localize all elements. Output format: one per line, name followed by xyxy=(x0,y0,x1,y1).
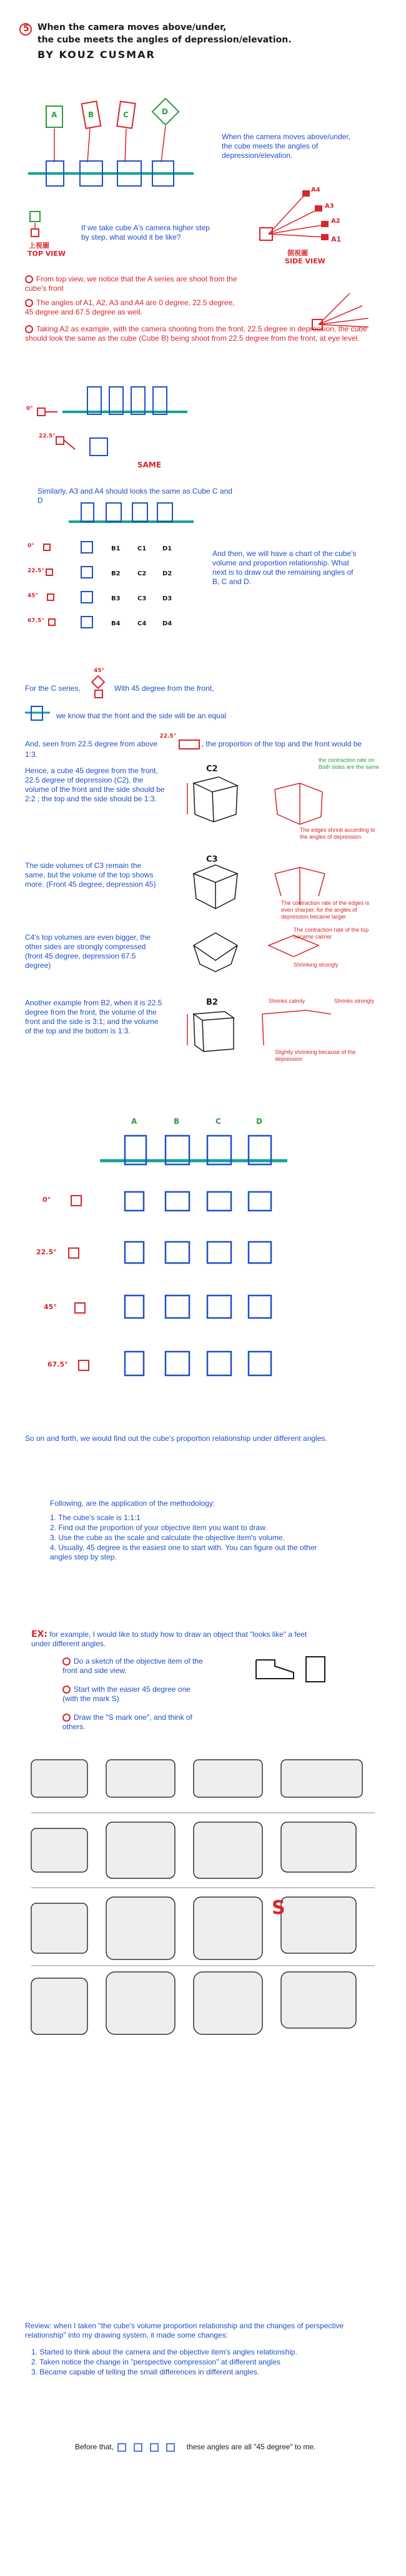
grid2-conclusion: So on and forth, we would find out the cube's proportion relationship under different angles. xyxy=(25,1434,327,1443)
same-cubes-drawing xyxy=(25,368,212,474)
b2-label: B2 xyxy=(206,998,218,1007)
side-view-cn-label: 側視圖 xyxy=(287,249,308,257)
c-series-angle2: 22.5° xyxy=(159,733,177,740)
para-c4: C4's top volumes are even bigger, the other sides are strongly compressed (front 45 degree, depression 67.5 degree) xyxy=(25,933,151,970)
b2-note2: Shrinks strongly xyxy=(334,998,375,1004)
side-view-drawing xyxy=(250,187,344,271)
intro-side-text: When the camera moves above/under, the cube meets the angles of depression/elevation. xyxy=(222,132,351,160)
final-line: Before that, these angles are all "45 degree" to me. xyxy=(75,2441,315,2454)
cell-b1: B1 xyxy=(111,545,121,552)
example-bullet-3: Draw the "S mark one", and think of others. xyxy=(62,1713,192,1731)
example-bullet-1: Do a sketch of the objective item of the front and side view. xyxy=(62,1657,203,1675)
grid1-angle-67: 67.5° xyxy=(27,618,44,624)
top-view-cn-label: 上視圖 xyxy=(29,242,49,250)
angle-22-label: 22.5° xyxy=(39,433,56,439)
c3-note: The contraction rate of the edges is even sharper, for the angles of depression became larger xyxy=(281,900,370,920)
header xyxy=(0,0,406,69)
grid2-col-d: D xyxy=(256,1117,262,1126)
grid2-angle-45: 45° xyxy=(44,1303,57,1311)
c2-label: C2 xyxy=(206,764,218,774)
intro-question: If we take cube A's camera higher step by step, what would it be like? xyxy=(81,223,210,242)
review-point-3: 3. Became capable of telling the small differences in different angles. xyxy=(31,2368,260,2376)
series-a3: A3 xyxy=(325,203,334,210)
para-c3: The side volumes of C3 remain the same, but the volume of the top shows more. (Front 45 degree, depression 45) xyxy=(25,861,156,889)
method-step-4: 4. Usually, 45 degree is the easiest one to start with. You can figure out the other angles step by step. xyxy=(50,1543,317,1561)
grid1-chart xyxy=(25,499,206,655)
c-series-text1: With 45 degree from the front, xyxy=(114,684,214,693)
grid2-angle-0: 0° xyxy=(42,1196,51,1204)
same-diagram xyxy=(25,368,212,474)
cell-c3: C3 xyxy=(137,595,147,602)
top-view-drawing xyxy=(25,209,75,265)
method-step-3: 3. Use the cube as the scale and calculate the objective item's volume. xyxy=(50,1533,285,1542)
cube-label-a: A xyxy=(51,110,57,119)
para-similarly: Similarly, A3 and A4 should looks the same as Cube C and D xyxy=(37,487,232,505)
intro-diagram xyxy=(25,94,212,203)
series-a4: A4 xyxy=(311,187,320,193)
grid1-angle-22: 22.5° xyxy=(27,568,44,574)
b2-note1: Shrinks calmly xyxy=(269,998,305,1004)
grid2-col-a: A xyxy=(131,1117,137,1126)
c4-diagram xyxy=(181,927,381,989)
cell-c2: C2 xyxy=(137,570,147,577)
c-series-camera-icon xyxy=(87,675,112,700)
cell-d3: D3 xyxy=(162,595,172,602)
c4-note: The contraction rate of the top became calmer xyxy=(294,927,369,940)
review-point-1: 1. Started to think about the camera and the objective item's angles relationship. xyxy=(31,2348,297,2356)
same-label: SAME xyxy=(137,461,162,469)
para-b2: Another example from B2, when it is 22.5 degree from the front, the volume of the front and the side is 3:1; and the volume of the top and the bottom is 1:3. xyxy=(25,998,162,1035)
para-angles: The angles of A1, A2, A3 and A4 are 0 degree, 22.5 degree, 45 degree and 67.5 degree as well. xyxy=(25,298,235,316)
byline: BY KOUZ CUSMAR xyxy=(37,49,156,61)
ex-label: EX: xyxy=(31,1629,47,1639)
grid2-col-b: B xyxy=(174,1117,180,1126)
s-mark: S xyxy=(272,1897,285,1919)
page-title-line2: the cube meets the angles of depression/elevation. xyxy=(37,35,292,45)
cube-label-d: D xyxy=(162,107,168,116)
cell-b3: B3 xyxy=(111,595,121,602)
cube-label-c: C xyxy=(123,110,129,119)
c-series-text2: we know that the front and the side will be an equal xyxy=(56,711,227,720)
example-bullet-2: Start with the easier 45 degree one (with the mark S) xyxy=(62,1685,191,1703)
c2-diagram xyxy=(181,757,381,846)
cell-d1: D1 xyxy=(162,545,172,552)
cube-label-b: B xyxy=(88,110,94,119)
c2-note-shrink: The edges shrink according to the angles of depression xyxy=(300,827,375,840)
para-hence: Hence, a cube 45 degree from the front, 22.5 degree of depression (C2), the volume of the front and the side should be 2:2 ; the top and the side should be 1:3. xyxy=(25,766,165,803)
series-a1: A1 xyxy=(331,235,342,243)
cell-d2: D2 xyxy=(162,570,172,577)
c3-diagram xyxy=(181,855,381,924)
c-series-intro: For the C series, xyxy=(25,684,81,693)
equal-sides-icon xyxy=(25,704,50,729)
cell-d4: D4 xyxy=(162,620,172,627)
cell-b2: B2 xyxy=(111,570,121,577)
feet-drawings xyxy=(25,1747,381,2041)
example-intro: EX: for example, I would like to study how to draw an object that "looks like" a feet under different angles. xyxy=(31,1629,307,1648)
foot-sketch-icon xyxy=(250,1647,337,1691)
grid2-angle-22: 22.5° xyxy=(36,1248,57,1256)
para-chart: And then, we will have a chart of the cube's volume and proportion relationship. What next is to draw out the remaining angles of B, C and D. xyxy=(212,549,357,586)
b2-diagram xyxy=(181,995,381,1070)
grid2-drawing xyxy=(25,1105,381,1429)
cell-b4: B4 xyxy=(111,620,121,627)
cell-c4: C4 xyxy=(137,620,147,627)
grid2-col-c: C xyxy=(215,1117,221,1126)
c4-note2: Shrinking strongly xyxy=(294,962,339,968)
section-number: 5 xyxy=(23,24,29,34)
grid2-angle-67: 67.5° xyxy=(47,1360,68,1368)
feet-sketch-grid xyxy=(25,1747,381,2041)
review-text: Review: when I taken "the cube's volume proportion relationship and the changes of perspective relationship" into my drawing system, it made some changes: xyxy=(25,2321,344,2339)
angle-0-label: 0° xyxy=(26,406,33,412)
grid2-chart xyxy=(25,1105,381,1429)
para-top-view: From top view, we notice that the A series are shoot from the cube's front xyxy=(25,275,237,293)
b2-note3: Slightly shrinking because of the depression xyxy=(275,1049,356,1062)
page-title-line1: When the camera moves above/under, xyxy=(37,22,227,32)
small-cubes-icon xyxy=(116,2441,184,2454)
series-a2: A2 xyxy=(331,218,340,225)
c-series-angle: 45° xyxy=(94,668,105,674)
c2-note-contraction: the contraction rate on Both sides are the same xyxy=(319,757,380,770)
grid1-angle-45: 45° xyxy=(27,593,39,599)
method-intro: Following, are the application of the methodology: xyxy=(50,1499,215,1508)
c-series-text3: And, seen from 22.5 degree from above $^{22.5^\circ}$ , the proportion of the top and the front would be 1:3. xyxy=(25,733,362,759)
method-step-1: 1. The cube's scale is 1:1:1 xyxy=(50,1513,141,1522)
review-point-2: 2. Taken notice the change in "perspective compression" at different angles xyxy=(31,2358,280,2366)
cell-c1: C1 xyxy=(137,545,147,552)
top-view-label: TOP VIEW xyxy=(27,250,66,258)
grid1-angle-0: 0° xyxy=(27,543,34,549)
c3-label: C3 xyxy=(206,855,218,864)
para-a2-example: Taking A2 as example, with the camera shooting from the front, 22.5 degree in depression, the cube should look the same as the cube (Cube B) being shoot from 22.5 degree from the front, at eye level. xyxy=(25,324,367,343)
side-view-label: SIDE VIEW xyxy=(285,257,325,265)
method-step-2: 2. Find out the proportion of your objective item you want to draw. xyxy=(50,1523,267,1532)
